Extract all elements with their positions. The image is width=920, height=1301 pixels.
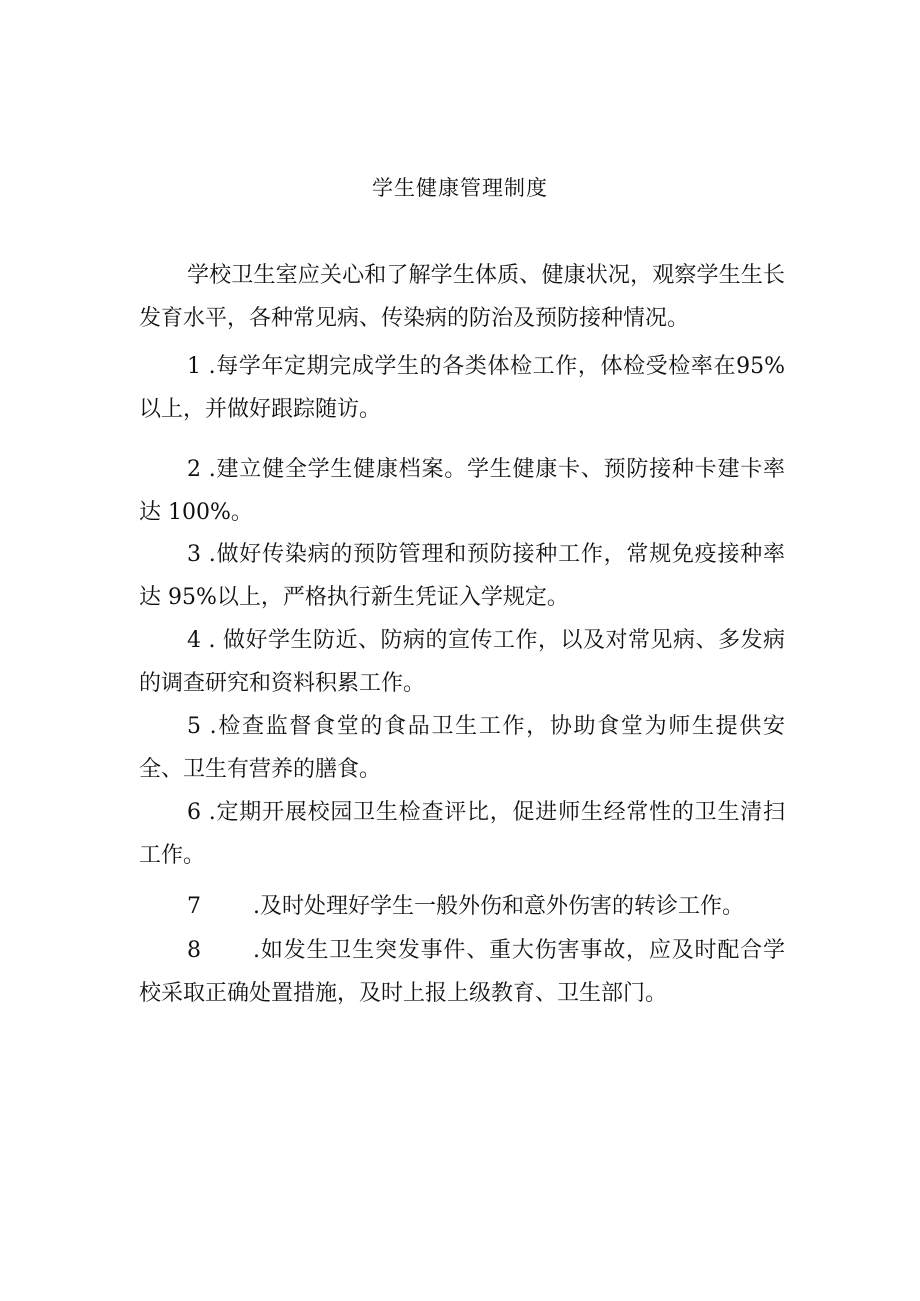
rule-item-8 [139,929,785,1015]
rule-text: .及时处理好学生一般外伤和意外伤害的转诊工作。 [253,894,744,919]
rule-item-6 [139,791,785,877]
rule-item-4 [139,619,785,705]
rule-number: 4 [187,628,201,653]
rule-number: 5 [187,714,201,739]
intro-paragraph: 学校卫生室应关心和了解学生体质、健康状况，观察学生生长发育水平，各种常见病、传染病的防治及预防接种情况。 [139,263,785,331]
rule-number: 3 [187,542,201,567]
rule-item-1 [139,345,785,431]
rule-number: 2 [187,457,201,482]
rule-text: .做好传染病的预防管理和预防接种工作，常规免疫接种率达 95%以上，严格执行新生凭证入学规定。 [139,542,785,610]
rule-text: .检查监督食堂的食品卫生工作，协助食堂为师生提供安全、卫生有营养的膳食。 [139,714,785,782]
rule-item-2 [139,448,785,534]
rule-number: 8 [187,938,201,963]
rule-item-7 [139,885,785,928]
rule-text: .如发生卫生突发事件、重大伤害事故，应及时配合学校采取正确处置措施，及时上报上级教育、卫生部门。 [139,938,785,1006]
rule-number: 7 [187,894,201,919]
rule-text: .定期开展校园卫生检查评比，促进师生经常性的卫生清扫工作。 [139,800,785,868]
rule-item-3 [139,533,785,619]
rule-text: .建立健全学生健康档案。学生健康卡、预防接种卡建卡率达 100%。 [139,457,785,525]
document-title: 学生健康管理制度 [372,176,548,200]
rule-number: 1 [187,354,201,379]
rule-text: .每学年定期完成学生的各类体检工作，体检受检率在95%以上，并做好跟踪随访。 [139,354,785,422]
rule-text: . 做好学生防近、防病的宣传工作，以及对常见病、多发病的调查研究和资料积累工作。 [139,628,785,696]
rule-number: 6 [187,800,201,825]
rule-item-5 [139,705,785,791]
